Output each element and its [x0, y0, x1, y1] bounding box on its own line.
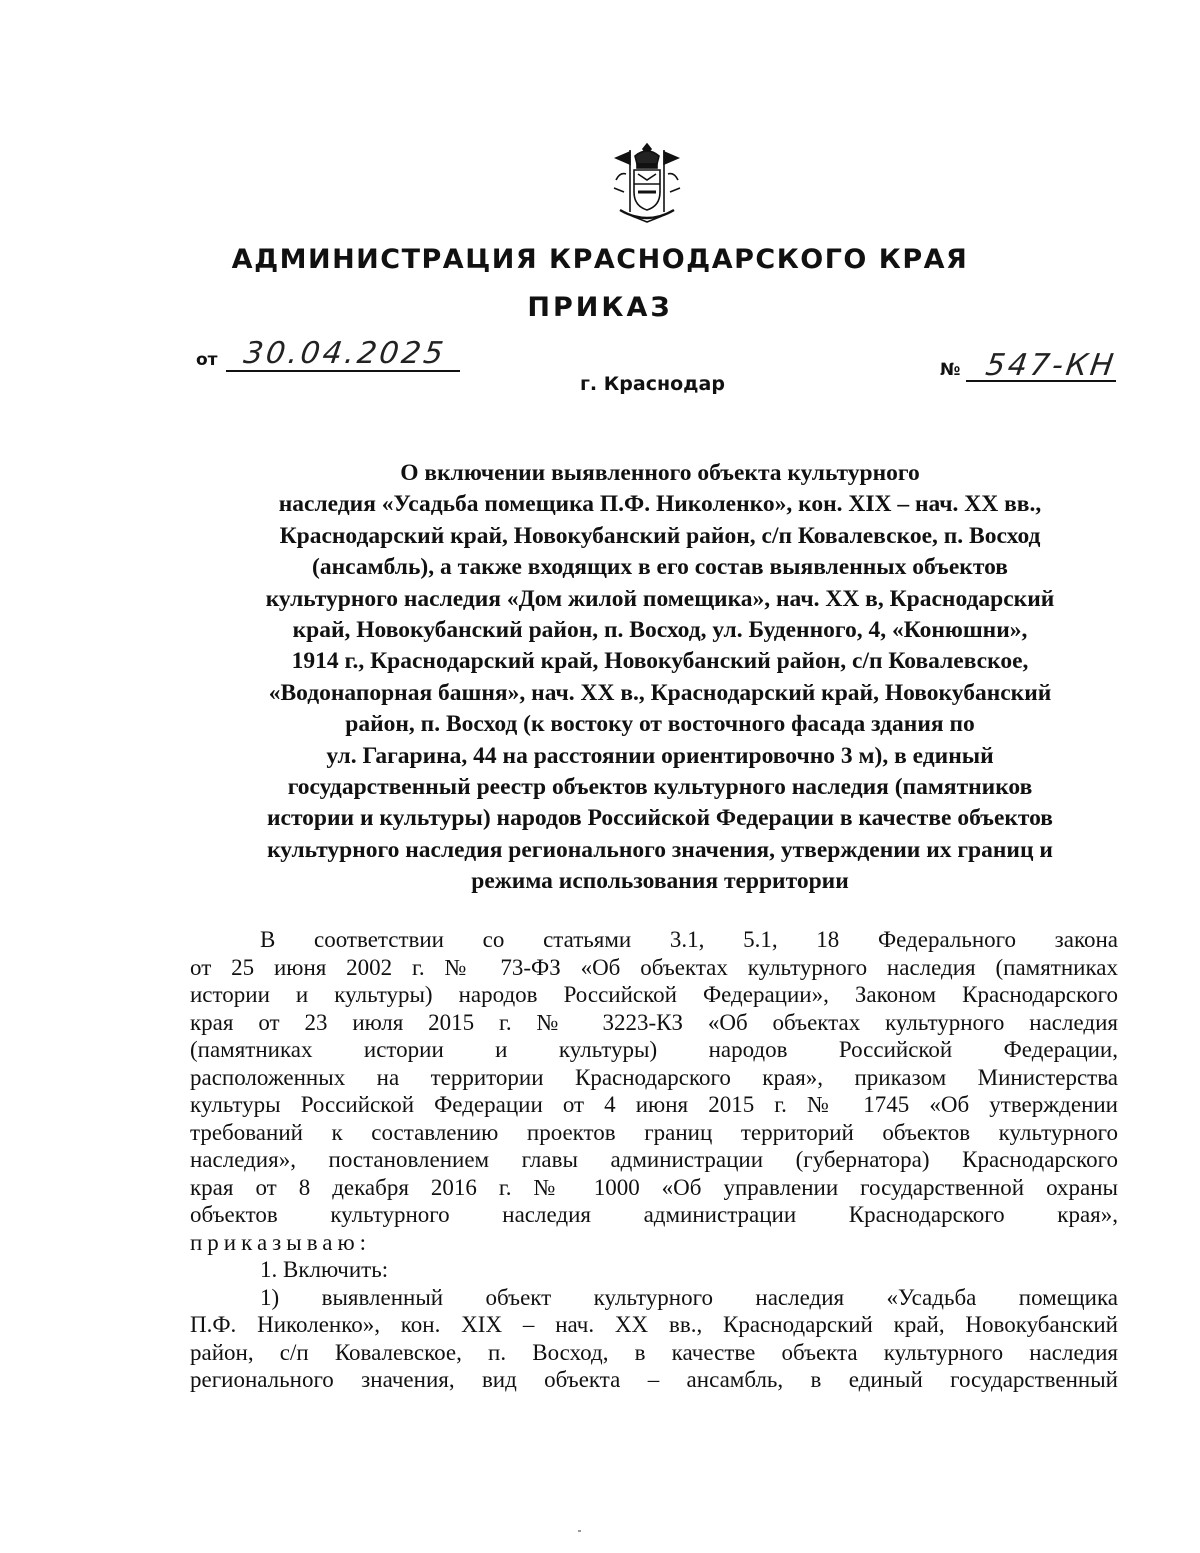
body-line: П.Ф. Николенко», кон. XIX – нач. XX вв., Краснодарский край, Новокубанский [190, 1312, 1118, 1337]
date-label: от [196, 350, 218, 370]
body-line: (памятниках истории и культуры) народов Российской Федерации, [190, 1037, 1118, 1062]
title-line: культурного наследия «Дом жилой помещика», нач. XX в, Краснодарский [265, 585, 1055, 612]
body-line: 1. Включить: [260, 1257, 389, 1282]
title-line: (ансамбль), а также входящих в его состав выявленных объектов [312, 554, 1008, 581]
title-line: район, п. Восход (к востоку от восточного фасада здания по [345, 711, 975, 738]
title-line: режима использования территории [471, 868, 849, 895]
number-label: № [940, 360, 961, 380]
title-line: истории и культуры) народов Российской Федерации в качестве объектов [266, 805, 1054, 832]
body-line: В соответствии со статьями 3.1, 5.1, 18 Федерального закона [260, 927, 1118, 952]
body-line: культуры Российской Федерации от 4 июня 2015 г. № 1745 «Об утверждении [190, 1092, 1118, 1117]
body-line: расположенных на территории Краснодарского края», приказом Министерства [190, 1064, 1118, 1090]
body-line: район, с/п Ковалевское, п. Восход, в качестве объекта культурного наследия [190, 1339, 1118, 1365]
document-body [190, 926, 1118, 1394]
body-line: регионального значения, вид объекта – ансамбль, в единый государственный [190, 1367, 1118, 1392]
title-line: 1914 г., Краснодарский край, Новокубанский район, с/п Ковалевское, [291, 648, 1029, 675]
title-line: наследия «Усадьба помещика П.Ф. Николенко», кон. XIX – нач. XX вв., [278, 491, 1042, 518]
organization-name: АДМИНИСТРАЦИЯ КРАСНОДАРСКОГО КРАЯ [231, 244, 969, 275]
body-line: истории и культуры) народов Российской Федерации», Законом Краснодарского [190, 982, 1118, 1007]
title-line: ул. Гагарина, 44 на расстоянии ориентировочно 3 м), в единый [326, 742, 994, 769]
body-line: объектов культурного наследия администрации Краснодарского края», [190, 1202, 1118, 1227]
title-line: культурного наследия регионального значения, утверждении их границ и [267, 836, 1053, 863]
krasnodar-coat-of-arms-emblem [608, 140, 686, 226]
body-line: 1) выявленный объект культурного наследия «Усадьба помещика [260, 1284, 1118, 1310]
handwritten-date: 30.04.2025 [241, 336, 449, 371]
document-type: ПРИКАЗ [527, 292, 673, 323]
title-line: край, Новокубанский район, п. Восход, ул. Буденного, 4, «Конюшни», [292, 617, 1028, 644]
title-line: государственный реестр объектов культурного наследия (памятников [287, 774, 1033, 801]
page-mark [578, 1530, 581, 1532]
handwritten-number: 547-КН [983, 348, 1119, 383]
body-line: требований к составлению проектов границ территорий объектов культурного [190, 1119, 1118, 1145]
title-line: Краснодарский край, Новокубанский район, с/п Ковалевское, п. Восход [279, 522, 1041, 549]
body-line: края от 23 июля 2015 г. № 3223-КЗ «Об объектах культурного наследия [190, 1009, 1118, 1035]
title-line: «Водонапорная башня», нач. XX в., Краснодарский край, Новокубанский [268, 679, 1052, 706]
body-line: края от 8 декабря 2016 г. № 1000 «Об управлении государственной охраны [190, 1174, 1118, 1200]
city-name: г. Краснодар [580, 373, 725, 395]
body-line: от 25 июня 2002 г. № 73-ФЗ «Об объектах культурного наследия (памятниках [190, 954, 1118, 980]
body-line: наследия», постановлением главы администрации (губернатора) Краснодарского [190, 1147, 1118, 1172]
body-line: приказываю: [190, 1229, 372, 1255]
title-line: О включении выявленного объекта культурного [400, 460, 920, 486]
document-title [190, 458, 1130, 898]
